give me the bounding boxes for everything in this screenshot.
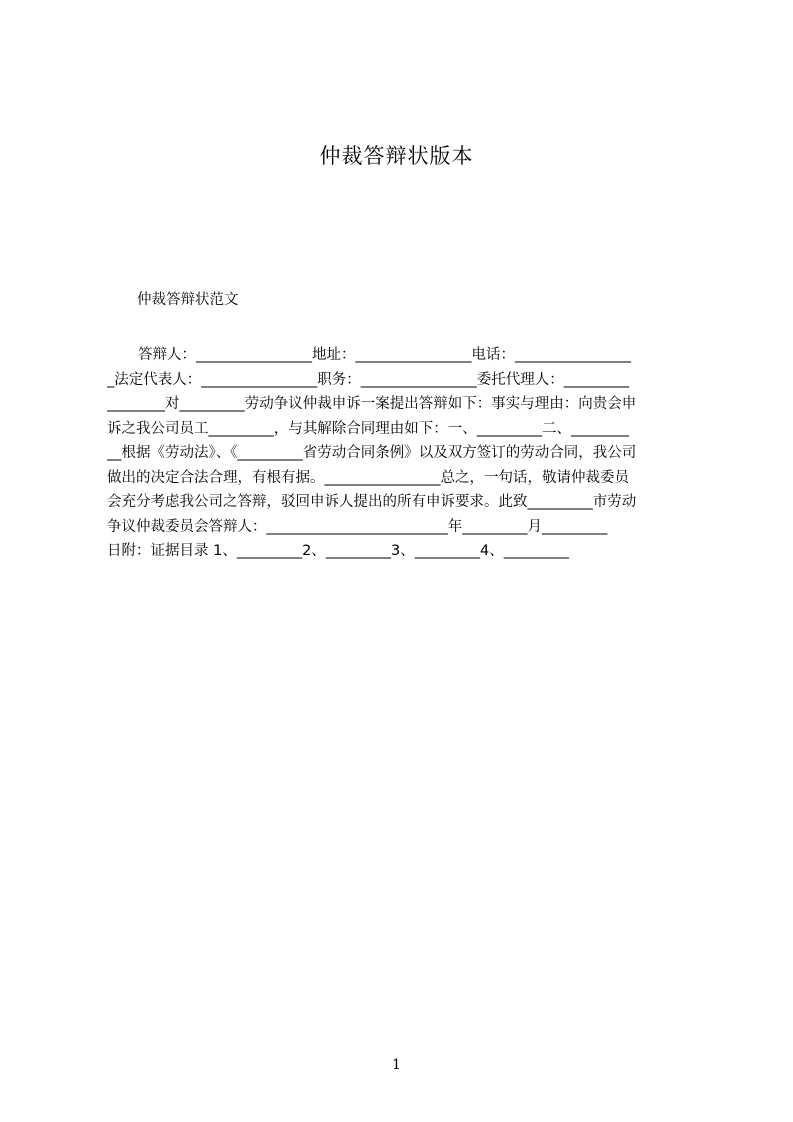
body-line: 会充分考虑我公司之答辩，驳回申诉人提出的所有申诉要求。此致_________市劳动: [107, 494, 637, 510]
body-line: 争议仲裁委员会答辩人：_________________________年_________月_________: [107, 518, 608, 535]
section-heading: 仲裁答辩状范文: [137, 292, 239, 308]
body-line: 答辩人：________________地址：________________电话：________________: [138, 347, 631, 363]
body-paragraph: [107, 343, 707, 564]
body-line: 做出的决定合法合理，有根有据。________________总之，一句话，敬请仲裁委员: [107, 469, 629, 486]
page-number: 1: [392, 1057, 401, 1073]
body-line: 诉之我公司员工_________，与其解除合同理由如下：一、_________二、________: [107, 420, 629, 437]
body-line: ________对_________劳动争议仲裁申诉一案提出答辩如下：事实与理由：向贵会申: [107, 396, 637, 412]
body-line: 日附：证据目录 1、_________2、_________3、_________4、_________: [107, 543, 570, 559]
body-line: _法定代表人：________________职务：________________委托代理人：_________: [107, 371, 629, 388]
body-line: __根据《劳动法》、《_________省劳动合同条例》以及双方签订的劳动合同，我公司: [107, 445, 637, 461]
document-title: 仲裁答辩状版本: [319, 144, 474, 168]
